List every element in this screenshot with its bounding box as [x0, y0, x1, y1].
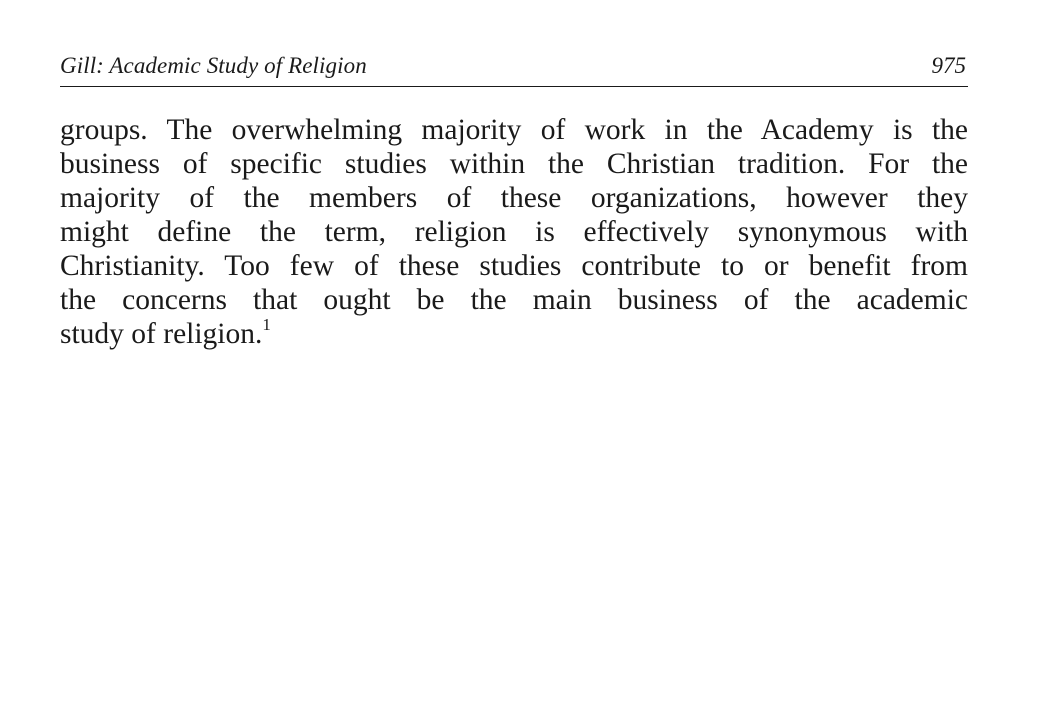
text-line: might define the term, religion is effectively synonymous with — [60, 216, 968, 248]
text-line: majority of the members of these organizations, however they — [60, 182, 968, 214]
body-paragraph — [60, 113, 968, 351]
text-line: groups. The overwhelming majority of work in the Academy is the — [60, 114, 968, 146]
footnote-reference[interactable]: 1 — [262, 317, 271, 335]
text-line-final-text: study of religion. — [60, 318, 263, 350]
text-line: Christianity. Too few of these studies contribute to or benefit from — [60, 250, 968, 282]
text-line: the concerns that ought be the main business of the academic — [60, 284, 968, 316]
running-title: Gill: Academic Study of Religion — [60, 53, 367, 78]
text-line-final — [60, 317, 968, 351]
page-number: 975 — [931, 53, 966, 78]
text-line: business of specific studies within the Christian tradition. For the — [60, 148, 968, 180]
running-header — [60, 52, 968, 87]
page — [60, 52, 968, 351]
